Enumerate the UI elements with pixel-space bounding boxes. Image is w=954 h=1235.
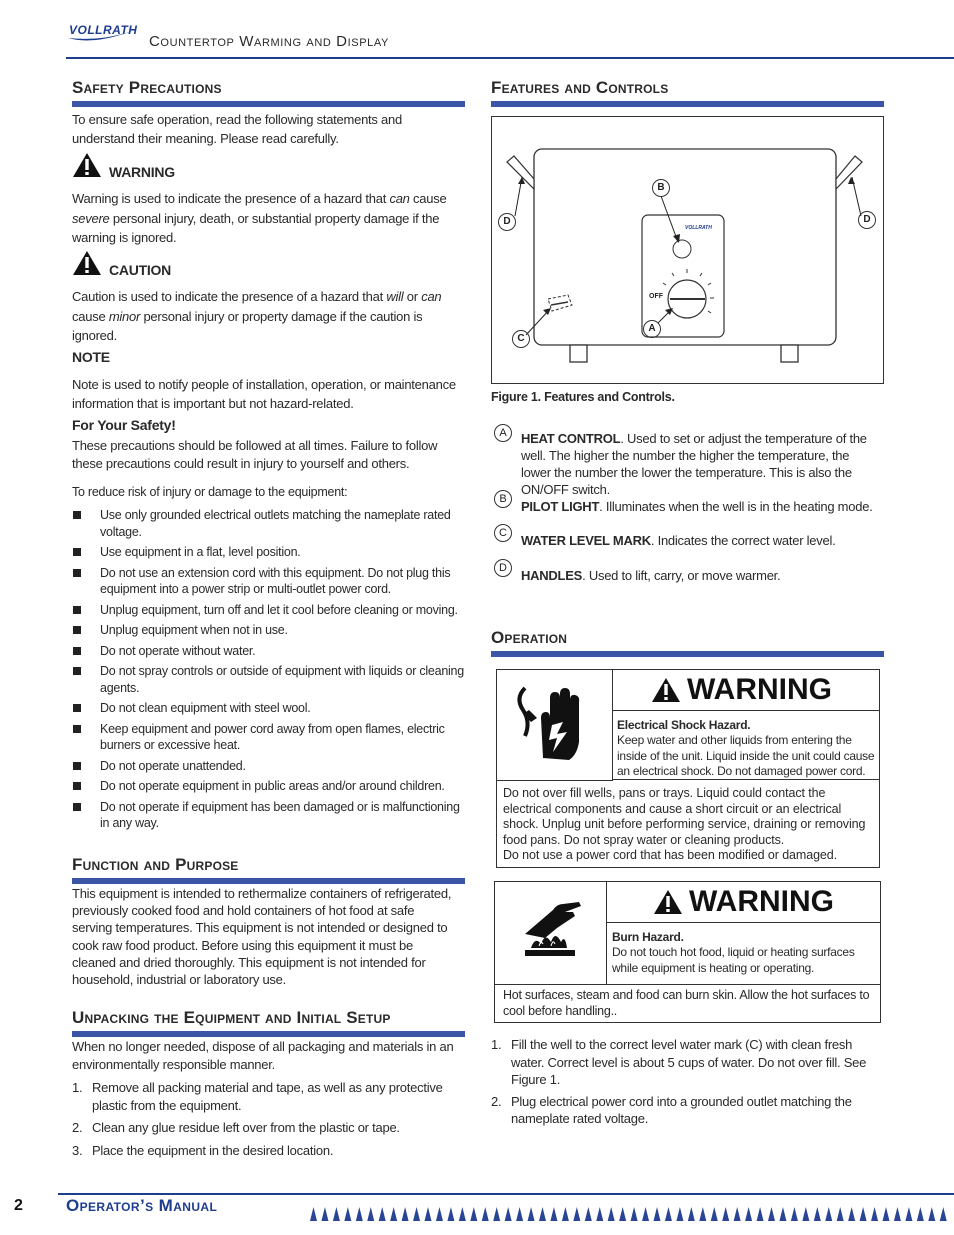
unpacking-step-text: Clean any glue residue left over from the plastic or tape. [92, 1120, 400, 1135]
decorative-triangle-icon [390, 1207, 397, 1221]
decorative-triangle-icon [516, 1207, 523, 1221]
burn-warning-box [494, 881, 881, 1023]
decorative-triangle-icon [791, 1207, 798, 1221]
feature-name: HANDLES [521, 568, 583, 583]
list-item: 1. Fill the well to the correct level water mark (C) with clean fresh water. Correct level is about 5 cups of water. Do not over fill. See Figure 1. [491, 1037, 867, 1087]
feature-text-b [521, 498, 881, 515]
decorative-triangle-icon [779, 1207, 786, 1221]
list-item: Do not clean equipment with steel wool. [72, 700, 464, 717]
decorative-triangle-icon [940, 1207, 947, 1221]
decorative-triangle-icon [310, 1207, 317, 1221]
safety-rule [72, 101, 465, 107]
function-text: This equipment is intended to rethermalize containers of refrigerated, previously cooked food and hold containers of hot food at safe serving temperatures. This equipment is not intended or designed to cook raw food product. Before using this equipment it must be cleaned and dried thoroughly. This equipment is not intended for household, industrial or laboratory use. [72, 886, 452, 988]
decorative-triangle-icon [619, 1207, 626, 1221]
decorative-triangle-icon [528, 1207, 535, 1221]
warmer-diagram [492, 117, 883, 383]
warning-text-a: Warning is used to indicate the presence of a hazard that [72, 191, 390, 206]
warning1-long-para2: Do not use a power cord that has been modified or damaged. [503, 848, 837, 863]
decorative-triangle-icon [425, 1207, 432, 1221]
warning1-long-para1: Do not over fill wells, pans or trays. Liquid could contact the electrical components and cause a short circuit or an electrical shock. Unplug unit before performing service, draining or removing food pans. Do not spray water or cleaning products. [503, 786, 866, 847]
list-item: Do not operate if equipment has been damaged or is malfunctioning in any way. [72, 799, 464, 832]
decorative-triangle-icon [665, 1207, 672, 1221]
decorative-triangle-icon [367, 1207, 374, 1221]
decorative-triangle-icon [894, 1207, 901, 1221]
decorative-triangle-icon [711, 1207, 718, 1221]
decorative-triangle-icon [402, 1207, 409, 1221]
electrical-warning-box [496, 669, 880, 868]
safety-heading: Safety Precautions [72, 78, 222, 97]
caution-triangle-icon [72, 250, 102, 281]
warning2-title: WARNING [689, 885, 834, 918]
footer [0, 1190, 954, 1235]
decorative-triangle-icon [825, 1207, 832, 1221]
operation-step-text: Plug electrical power cord into a grounded outlet matching the nameplate rated voltage. [511, 1093, 852, 1126]
feature-name: HEAT CONTROL [521, 431, 621, 446]
decorative-triangle-icon [539, 1207, 546, 1221]
shock-pictogram-cell [497, 670, 613, 781]
list-item: Do not use an extension cord with this equipment. Do not plug this equipment into a power strip or multi-outlet power cord. [72, 565, 464, 598]
decorative-triangle-icon [608, 1207, 615, 1221]
warning-text-c: personal injury, death, or substantial property damage if the warning is ignored. [72, 210, 440, 245]
decorative-triangle-icon [470, 1207, 477, 1221]
decorative-triangle-icon [482, 1207, 489, 1221]
decorative-triangle-icon [379, 1207, 386, 1221]
feature-desc: . Used to set or adjust the temperature of the well. The higher the number the higher the temperature, the lower the number the lower the temperature. This is also the ON/OFF switch. [521, 431, 867, 497]
electric-shock-hand-icon [497, 670, 612, 780]
decorative-triangle-icon [356, 1207, 363, 1221]
list-item: Unplug equipment, turn off and let it cool before cleaning or moving. [72, 602, 464, 619]
function-rule [72, 878, 465, 884]
operation-steps [491, 1036, 884, 1134]
feature-text-a [521, 430, 881, 498]
decorative-triangle-icon [631, 1207, 638, 1221]
decorative-triangle-icon [848, 1207, 855, 1221]
feature-name: PILOT LIGHT [521, 499, 600, 514]
warning1-short-cell [613, 710, 879, 780]
caution-text-b: or [403, 289, 422, 304]
decorative-triangle-icon [768, 1207, 775, 1221]
list-item: Unplug equipment when not in use. [72, 622, 464, 639]
for-safety-text: These precautions should be followed at all times. Failure to follow these precautions could result in injury to yourself and others. [72, 438, 438, 471]
warning2-short-text: Do not touch hot food, liquid or heating surfaces while equipment is heating or operating. [612, 945, 855, 975]
decorative-triangle-icon [802, 1207, 809, 1221]
reduce-risk-text: To reduce risk of injury or damage to the equipment: [72, 485, 348, 499]
features-heading: Features and Controls [491, 78, 669, 97]
callout-d-right: D [858, 211, 876, 229]
decorative-triangle-icon [734, 1207, 741, 1221]
feature-badge-b: B [494, 490, 512, 508]
header [0, 0, 954, 62]
safety-bullet-list [72, 507, 464, 836]
decorative-triangle-icon [344, 1207, 351, 1221]
caution-text-c: cause [72, 308, 109, 324]
off-label: OFF [649, 293, 663, 300]
warning1-title: WARNING [687, 673, 832, 706]
burn-pictogram-cell [495, 882, 607, 985]
warning1-long-text [503, 786, 873, 864]
decorative-triangle-icon [436, 1207, 443, 1221]
warning2-title-bar [607, 882, 879, 922]
list-item: Do not spray controls or outside of equipment with liquids or cleaning agents. [72, 663, 464, 696]
decorative-triangle-icon [505, 1207, 512, 1221]
list-item: Do not operate unattended. [72, 758, 464, 775]
unpacking-intro: When no longer needed, dispose of all packaging and materials in an environmentally responsible manner. [72, 1039, 454, 1072]
warning-text-can: can [389, 191, 410, 206]
feature-desc: . Used to lift, carry, or move warmer. [582, 568, 781, 583]
callout-c: C [512, 330, 530, 348]
warning2-long-text: Hot surfaces, steam and food can burn skin. Allow the hot surfaces to cool before handling.. [503, 988, 870, 1018]
feature-text-c [521, 532, 881, 549]
decorative-triangle-icon [883, 1207, 890, 1221]
decorative-triangle-icon [871, 1207, 878, 1221]
warning-triangle-icon [72, 152, 102, 183]
warning-text-b: cause [409, 191, 447, 206]
logo-text: VOLLRATH [69, 23, 138, 37]
caution-text-can: can [421, 289, 442, 304]
list-item: Do not operate without water. [72, 643, 464, 660]
decorative-triangle-icon [745, 1207, 752, 1221]
warning-label: WARNING [109, 164, 175, 180]
list-item: 3. Place the equipment in the desired location. [72, 1142, 334, 1158]
decorative-triangle-icon [757, 1207, 764, 1221]
features-rule [491, 101, 884, 107]
operation-heading: Operation [491, 628, 568, 647]
for-safety-label: For Your Safety! [72, 417, 176, 433]
warning1-short-text: Keep water and other liquids from entering the inside of the unit. Liquid inside the unit could cause an electrical shock. Do not damaged power cord. [617, 733, 875, 778]
caution-text-minor: minor [108, 308, 141, 324]
decorative-triangle-icon [333, 1207, 340, 1221]
callout-a: A [643, 320, 661, 338]
decorative-triangle-icon [459, 1207, 466, 1221]
decorative-triangle-icon [413, 1207, 420, 1221]
decorative-triangle-icon [676, 1207, 683, 1221]
unpacking-step-text: Place the equipment in the desired location. [92, 1142, 334, 1158]
caution-text-will: will [386, 289, 404, 304]
decorative-triangle-icon [550, 1207, 557, 1221]
feature-desc: . Indicates the correct water level. [650, 533, 836, 548]
function-heading: Function and Purpose [72, 855, 239, 874]
caution-text-a: Caution is used to indicate the presence of a hazard that [72, 289, 387, 304]
unpacking-rule [72, 1031, 465, 1037]
burn-hazard-hand-icon [495, 882, 606, 984]
decorative-triangle-icon [596, 1207, 603, 1221]
decorative-triangle-row [308, 1206, 948, 1222]
decorative-triangle-icon [447, 1207, 454, 1221]
feature-name: WATER LEVEL MARK [521, 533, 651, 548]
unpacking-step-text: Remove all packing material and tape, as well as any protective plastic from the equipment. [92, 1080, 443, 1113]
decorative-triangle-icon [917, 1207, 924, 1221]
note-label: NOTE [72, 349, 110, 365]
list-item: Use equipment in a flat, level position. [72, 544, 464, 561]
feature-badge-d: D [494, 559, 512, 577]
operation-rule [491, 651, 884, 657]
decorative-triangle-icon [699, 1207, 706, 1221]
list-item: Keep equipment and power cord away from open flames, electric burners or excessive heat. [72, 721, 464, 754]
warning2-short-cell [607, 922, 880, 985]
warning-triangle-icon [651, 677, 681, 703]
decorative-triangle-icon [654, 1207, 661, 1221]
decorative-triangle-icon [573, 1207, 580, 1221]
feature-badge-c: C [494, 524, 512, 542]
unpacking-heading: Unpacking the Equipment and Initial Setup [72, 1008, 391, 1027]
warning-text-severe: severe [72, 210, 110, 226]
footer-rule [58, 1193, 954, 1195]
decorative-triangle-icon [585, 1207, 592, 1221]
warning2-hazard: Burn Hazard. [612, 930, 684, 944]
triangle-row-svg [308, 1206, 948, 1222]
unpacking-steps [72, 1079, 464, 1165]
decorative-triangle-icon [688, 1207, 695, 1221]
caution-label: CAUTION [109, 262, 172, 278]
feature-desc: . Illuminates when the well is in the heating mode. [599, 499, 873, 514]
operation-step-text: Fill the well to the correct level water mark (C) with clean fresh water. Correct level is about 5 cups of water. Do not over fill. See Figure 1. [511, 1037, 867, 1087]
decorative-triangle-icon [493, 1207, 500, 1221]
brand-logo [66, 20, 142, 44]
caution-definition [72, 287, 464, 346]
list-item: 2. Clean any glue residue left over from the plastic or tape. [72, 1120, 400, 1135]
header-title: Countertop Warming and Display [149, 33, 389, 50]
features-figure [491, 116, 884, 384]
warning-triangle-icon [653, 889, 683, 915]
warning1-title-bar [613, 670, 878, 710]
feature-text-d [521, 567, 881, 584]
callout-b: B [652, 179, 670, 197]
safety-intro: To ensure safe operation, read the following statements and understand their meaning. Please read carefully. [72, 112, 402, 146]
warning-definition [72, 189, 464, 248]
decorative-triangle-icon [928, 1207, 935, 1221]
decorative-triangle-icon [642, 1207, 649, 1221]
list-item: Use only grounded electrical outlets matching the nameplate rated voltage. [72, 507, 464, 540]
decorative-triangle-icon [905, 1207, 912, 1221]
header-rule [66, 57, 954, 59]
decorative-triangle-icon [562, 1207, 569, 1221]
decorative-triangle-icon [321, 1207, 328, 1221]
list-item: 1. Remove all packing material and tape, as well as any protective plastic from the equipment. [72, 1080, 443, 1113]
page-number: 2 [14, 1197, 23, 1214]
note-definition: Note is used to notify people of installation, operation, or maintenance information that is important but not hazard-related. [72, 377, 456, 411]
panel-logo: VOLLRATH [685, 225, 712, 231]
decorative-triangle-icon [722, 1207, 729, 1221]
decorative-triangle-icon [837, 1207, 844, 1221]
feature-badge-a: A [494, 424, 512, 442]
warning1-hazard: Electrical Shock Hazard. [617, 718, 751, 732]
callout-d-left: D [498, 213, 516, 231]
caution-text-d: personal injury or property damage if the caution is ignored. [72, 308, 423, 343]
list-item: 2. Plug electrical power cord into a grounded outlet matching the nameplate rated voltage. [491, 1093, 852, 1126]
decorative-triangle-icon [814, 1207, 821, 1221]
figure-caption: Figure 1. Features and Controls. [491, 390, 675, 404]
list-item: Do not operate equipment in public areas and/or around children. [72, 778, 464, 795]
decorative-triangle-icon [860, 1207, 867, 1221]
footer-manual-title: Operator’s Manual [66, 1196, 218, 1215]
